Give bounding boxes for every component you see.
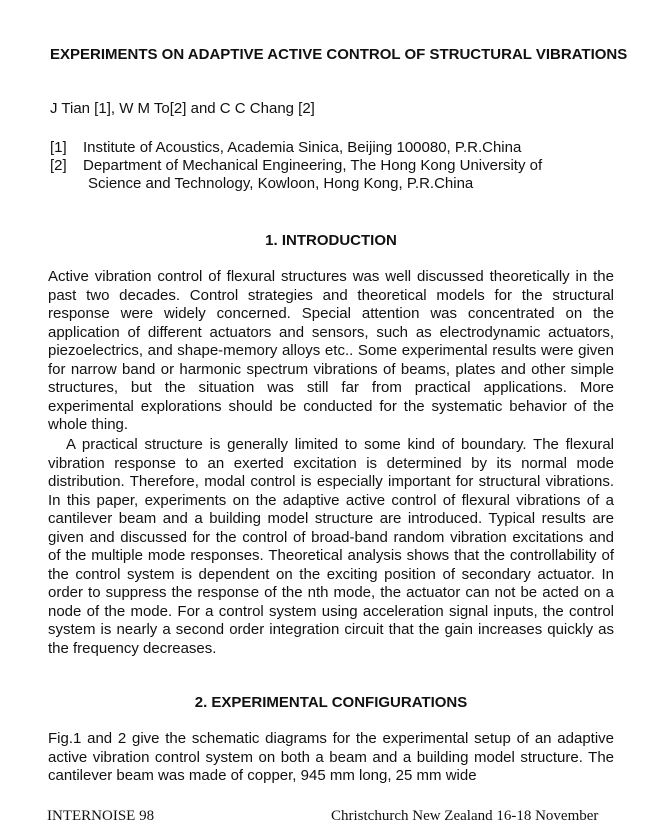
section-heading-experimental-configurations: 2. EXPERIMENTAL CONFIGURATIONS: [194, 694, 468, 711]
affiliation-text: Department of Mechanical Engineering, The Hong Kong University of: [83, 157, 543, 174]
affiliation-text-continued: Science and Technology, Kowloon, Hong Kong, P.R.China: [88, 175, 474, 192]
config-paragraph-1: Fig.1 and 2 give the schematic diagrams for the experimental setup of an adaptive active vibration control system on both a beam and a building model structure. The cantilever beam was made of copper, 945 mm long, 25 mm wide: [48, 730, 614, 784]
affiliation-number: [2]: [50, 157, 67, 174]
intro-paragraph-2: A practical structure is generally limited to some kind of boundary. The flexural vibration response to an exerted excitation is determined by its normal mode distribution. Therefore, modal control is especially important for structural vibrations. In this paper, experiments on the adaptive active control of flexural vibrations of a cantilever beam and a building model structure are introduced. Typical results are given and discussed for the control of broad-band random vibration excitations and of the multiple mode responses. Theoretical analysis shows that the controllability of the control system is dependent on the exciting position of secondary actuator. In order to suppress the response of the nth mode, the actuator can not be acted on a node of the mode. For a control system using acceleration signal inputs, the control system is nearly a second order integration circuit that the gain increases quickly as the frequency decreases.: [48, 436, 614, 657]
affiliation-number: [1]: [50, 139, 67, 156]
footer-conference: INTERNOISE 98: [47, 808, 155, 824]
footer-location-date: Christchurch New Zealand 16-18 November: [331, 808, 599, 824]
author-list: J Tian [1], W M To[2] and C C Chang [2]: [50, 100, 315, 117]
paper-title: EXPERIMENTS ON ADAPTIVE ACTIVE CONTROL OF STRUCTURAL VIBRATIONS: [50, 46, 628, 63]
intro-paragraph-1: Active vibration control of flexural structures was well discussed theoretically in the past two decades. Control strategies and theoretical models for the structural response were widely concerned. Special attention was concentrated on the application of different actuators and sensors, such as electrodynamic actuators, piezoelectrics, and shape-memory alloys etc.. Some experimental results were given for narrow band or harmonic spectrum vibrations of beams, plates and other simple structures, but the situation was still far from practical applications. More experimental explorations should be conducted for the systematic behavior of the whole thing.: [48, 268, 614, 433]
affiliation-text: Institute of Acoustics, Academia Sinica, Beijing 100080, P.R.China: [83, 139, 522, 156]
section-heading-introduction: 1. INTRODUCTION: [265, 232, 397, 249]
